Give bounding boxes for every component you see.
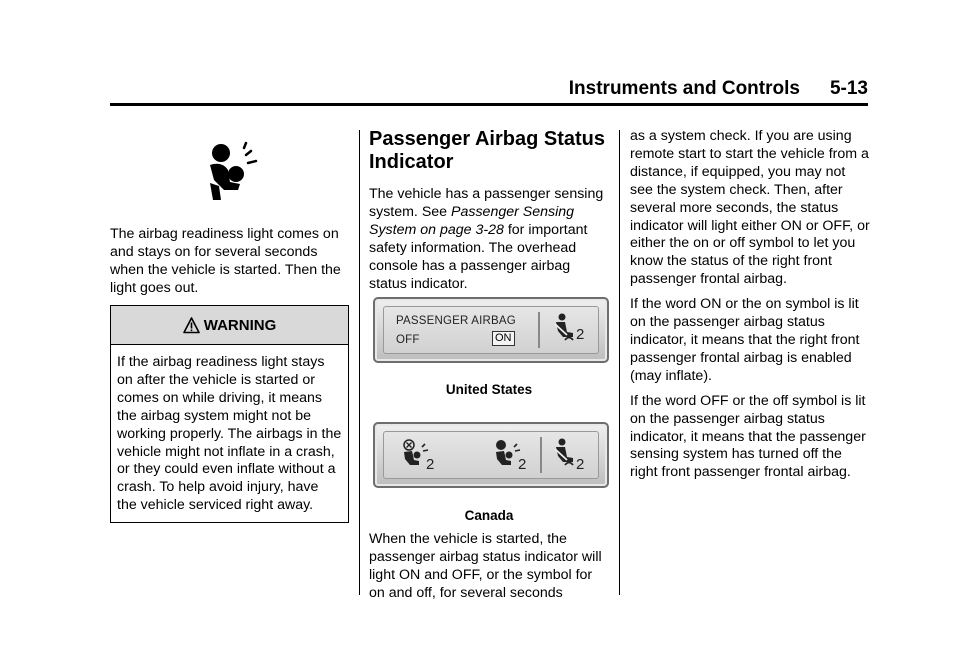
airbag-light-paragraph: The airbag readiness light comes on and stays on for several seconds when the vehicle is started. Then the light goes out. [110,226,341,296]
cross-reference-link[interactable]: Passenger Sensing System on page 3-28 [369,203,575,238]
off-status-paragraph: If the word OFF or the off symbol is lit on the passenger airbag status indicator, it means that the passenger sensing system has turned off the right front passenger frontal airbag. [630,392,866,481]
intro-paragraph [369,186,609,293]
startup-paragraph-container [369,531,609,603]
section-title: Instruments and Controls [568,78,800,99]
page-header [110,78,868,102]
us-caption: United States [445,382,533,397]
off-icon-number: 2 [426,456,435,473]
panel-separator [538,312,540,348]
warning-icon [183,317,200,334]
passenger-number: 2 [576,326,585,343]
on-status-paragraph: If the word ON or the on symbol is lit on the passenger airbag status indicator, it means that the right front passenger frontal airbag is enabled (may inflate). [630,296,860,384]
page-number: 5-13 [829,78,868,99]
warning-title: WARNING [203,316,277,334]
us-indicator-panel [373,297,609,363]
canada-indicator-panel [373,422,609,488]
passenger-airbag-label: PASSENGER AIRBAG [396,315,516,327]
startup-paragraph: When the vehicle is started, the passenger airbag status indicator will light ON and OFF, or the symbol for on and off, for several seconds [369,531,602,601]
column-1 [110,140,350,298]
column-3 [630,128,870,482]
warning-header [111,306,348,345]
section-heading: Passenger Airbag Status Indicator [369,128,606,173]
header-rule [110,103,868,106]
on-label: ON [492,331,515,346]
column-2 [369,128,609,293]
system-check-paragraph: as a system check. If you are using remote start to start the vehicle from a distance, if equipped, you may not see the system check. Then, after several more seconds, the status indicator will light either ON or OFF, or either the on or off symbol to let you know the status of the right front passenger frontal airbag. [630,128,870,288]
column-divider-2 [619,130,620,595]
panel-separator [540,437,542,473]
seatbelt-icon-number: 2 [576,456,585,473]
intro-text-b: for important safety information. The overhead console has a passenger airbag status indicator. [369,221,588,292]
passenger-seatbelt-icon [551,438,577,468]
airbag-readiness-icon [200,140,260,204]
canada-caption: Canada [464,508,514,523]
warning-text: If the airbag readiness light stays on after the vehicle is started or comes on while driving, it means the airbag system might not be working properly. The airbags in the vehicle might not inflate in a crash, or they could even inflate without a crash. To help avoid injury, have the vehicle serviced right away. [117,354,342,514]
intro-text-a: The vehicle has a passenger sensing system. See [369,186,604,220]
on-icon-number: 2 [518,456,527,473]
warning-box [110,305,349,523]
passenger-seatbelt-icon [551,313,577,343]
column-divider-1 [359,130,360,595]
off-label: OFF [396,334,420,346]
